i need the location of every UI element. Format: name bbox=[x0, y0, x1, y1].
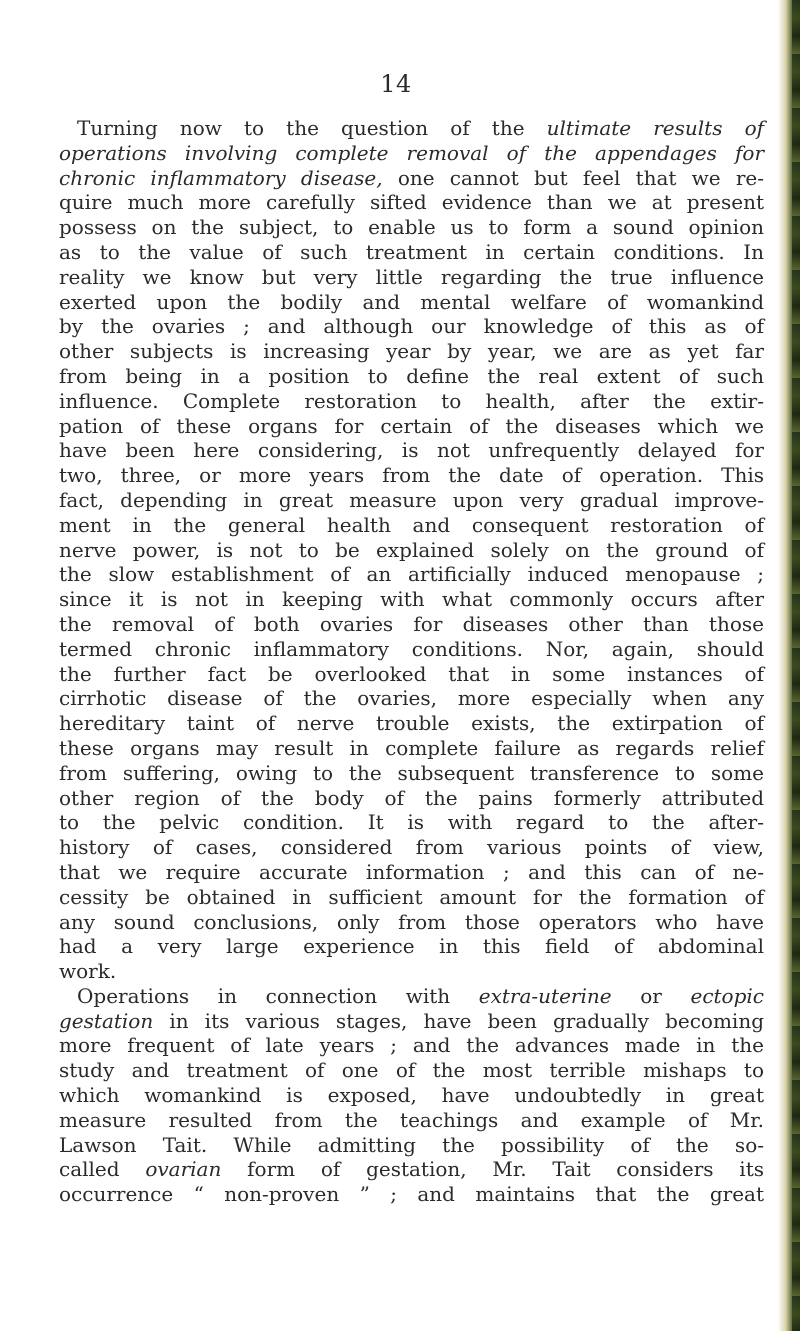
text-line bbox=[59, 463, 764, 488]
italic-text-segment: extra-uterine bbox=[478, 983, 612, 1008]
text-line bbox=[59, 339, 764, 364]
text-line bbox=[59, 166, 764, 191]
text-segment: have been here considering, is not unfrequently delayed for bbox=[59, 438, 764, 463]
text-line bbox=[59, 240, 764, 265]
text-segment: since it is not in keeping with what commonly occurs after bbox=[59, 587, 764, 612]
text-segment: other subjects is increasing year by year, we are as yet far bbox=[59, 339, 764, 364]
text-segment: by the ovaries ; and although our knowledge of this as of bbox=[59, 314, 764, 339]
italic-text-segment: operations involving complete removal of the appendages for bbox=[59, 140, 764, 165]
text-line bbox=[59, 290, 764, 315]
text-segment: had a very large experience in this field of abdominal bbox=[59, 934, 764, 959]
text-line bbox=[59, 389, 764, 414]
text-line bbox=[59, 637, 764, 662]
text-line bbox=[59, 414, 764, 439]
text-line bbox=[59, 513, 764, 538]
text-line bbox=[59, 1108, 764, 1133]
text-segment: that we require accurate information ; and this can of ne- bbox=[59, 859, 764, 884]
text-segment: one cannot but feel that we re- bbox=[382, 165, 765, 190]
text-segment: reality we know but very little regarding the true influence bbox=[59, 264, 764, 289]
text-segment: other region of the body of the pains formerly attributed bbox=[59, 785, 764, 810]
text-line bbox=[59, 1058, 764, 1083]
text-line bbox=[59, 959, 764, 984]
text-segment: these organs may result in complete failure as regards relief bbox=[59, 735, 764, 760]
text-segment: hereditary taint of nerve trouble exists, the extirpation of bbox=[59, 711, 764, 736]
text-segment: from being in a position to define the real extent of such bbox=[59, 363, 764, 388]
text-segment: influence. Complete restoration to health, after the extir- bbox=[59, 388, 764, 413]
page-number: 14 bbox=[380, 70, 412, 98]
text-line bbox=[59, 314, 764, 339]
text-line bbox=[59, 711, 764, 736]
text-line bbox=[59, 1033, 764, 1058]
text-segment: more frequent of late years ; and the advances made in the bbox=[59, 1033, 764, 1058]
text-line bbox=[59, 860, 764, 885]
text-segment: ment in the general health and consequent restoration of bbox=[59, 512, 764, 537]
text-line bbox=[59, 488, 764, 513]
text-segment: measure resulted from the teachings and example of Mr. bbox=[59, 1107, 764, 1132]
text-segment: possess on the subject, to enable us to form a sound opinion bbox=[59, 215, 764, 240]
text-line bbox=[59, 438, 764, 463]
text-line bbox=[59, 364, 764, 389]
text-segment: fact, depending in great measure upon very gradual improve- bbox=[59, 487, 764, 512]
text-segment: in its various stages, have been gradually becoming bbox=[153, 1008, 764, 1033]
text-segment: occurrence “ non-proven ” ; and maintains that the great bbox=[59, 1182, 764, 1207]
text-segment: pation of these organs for certain of the diseases which we bbox=[59, 413, 764, 438]
text-segment: work. bbox=[59, 959, 117, 984]
text-segment: Lawson Tait. While admitting the possibility of the so- bbox=[59, 1132, 764, 1157]
text-segment: the slow establishment of an artificially induced menopause ; bbox=[59, 562, 764, 587]
text-segment: cessity be obtained in sufficient amount for the formation of bbox=[59, 884, 764, 909]
italic-text-segment: gestation bbox=[59, 1008, 154, 1033]
text-line bbox=[59, 934, 764, 959]
text-line bbox=[59, 215, 764, 240]
book-binding-strip bbox=[792, 0, 800, 1331]
text-line bbox=[59, 835, 764, 860]
text-line bbox=[59, 190, 764, 215]
italic-text-segment: ectopic bbox=[690, 983, 764, 1008]
text-line bbox=[59, 587, 764, 612]
text-line bbox=[59, 1182, 764, 1207]
text-line bbox=[59, 736, 764, 761]
text-segment: Turning now to the question of the bbox=[77, 116, 547, 140]
text-segment: any sound conclusions, only from those operators who have bbox=[59, 909, 764, 934]
text-segment: to the pelvic condition. It is with regard to the after- bbox=[59, 810, 764, 835]
text-segment: called bbox=[59, 1157, 146, 1182]
text-segment: study and treatment of one of the most terrible mishaps to bbox=[59, 1058, 764, 1083]
text-segment: termed chronic inflammatory conditions. Nor, again, should bbox=[59, 636, 764, 661]
text-segment: history of cases, considered from various points of view, bbox=[59, 835, 764, 860]
text-line bbox=[59, 1157, 764, 1182]
text-segment: or bbox=[611, 983, 691, 1008]
text-line bbox=[59, 910, 764, 935]
text-line bbox=[59, 1009, 764, 1034]
text-segment: exerted upon the bodily and mental welfare of womankind bbox=[59, 289, 764, 314]
text-segment: from suffering, owing to the subsequent transference to some bbox=[59, 760, 764, 785]
text-segment: as to the value of such treatment in certain conditions. In bbox=[59, 239, 764, 264]
text-segment: quire much more carefully sifted evidence than we at present bbox=[59, 190, 764, 215]
text-line bbox=[59, 1083, 764, 1108]
text-line bbox=[59, 141, 764, 166]
italic-text-segment: ovarian bbox=[145, 1157, 222, 1182]
italic-text-segment: ultimate results of bbox=[546, 116, 765, 140]
body-text bbox=[59, 116, 764, 1207]
text-line bbox=[59, 984, 764, 1009]
text-segment: the removal of both ovaries for diseases other than those bbox=[59, 611, 764, 636]
text-line bbox=[59, 686, 764, 711]
text-segment: Operations in connection with bbox=[77, 983, 479, 1008]
text-line bbox=[59, 786, 764, 811]
text-line bbox=[59, 265, 764, 290]
text-line bbox=[59, 612, 764, 637]
text-segment: cirrhotic disease of the ovaries, more especially when any bbox=[59, 686, 764, 711]
text-line bbox=[59, 562, 764, 587]
text-segment: nerve power, is not to be explained solely on the ground of bbox=[59, 537, 764, 562]
text-line bbox=[59, 662, 764, 687]
italic-text-segment: chronic inflammatory disease, bbox=[59, 165, 383, 190]
text-line bbox=[59, 1133, 764, 1158]
text-line bbox=[59, 810, 764, 835]
text-line bbox=[59, 885, 764, 910]
text-line bbox=[59, 538, 764, 563]
text-segment: which womankind is exposed, have undoubtedly in great bbox=[59, 1083, 764, 1108]
text-segment: the further fact be overlooked that in some instances of bbox=[59, 661, 764, 686]
text-line bbox=[59, 116, 764, 141]
text-segment: two, three, or more years from the date of operation. This bbox=[59, 463, 764, 488]
text-line bbox=[59, 761, 764, 786]
text-segment: form of gestation, Mr. Tait considers its bbox=[221, 1157, 764, 1182]
